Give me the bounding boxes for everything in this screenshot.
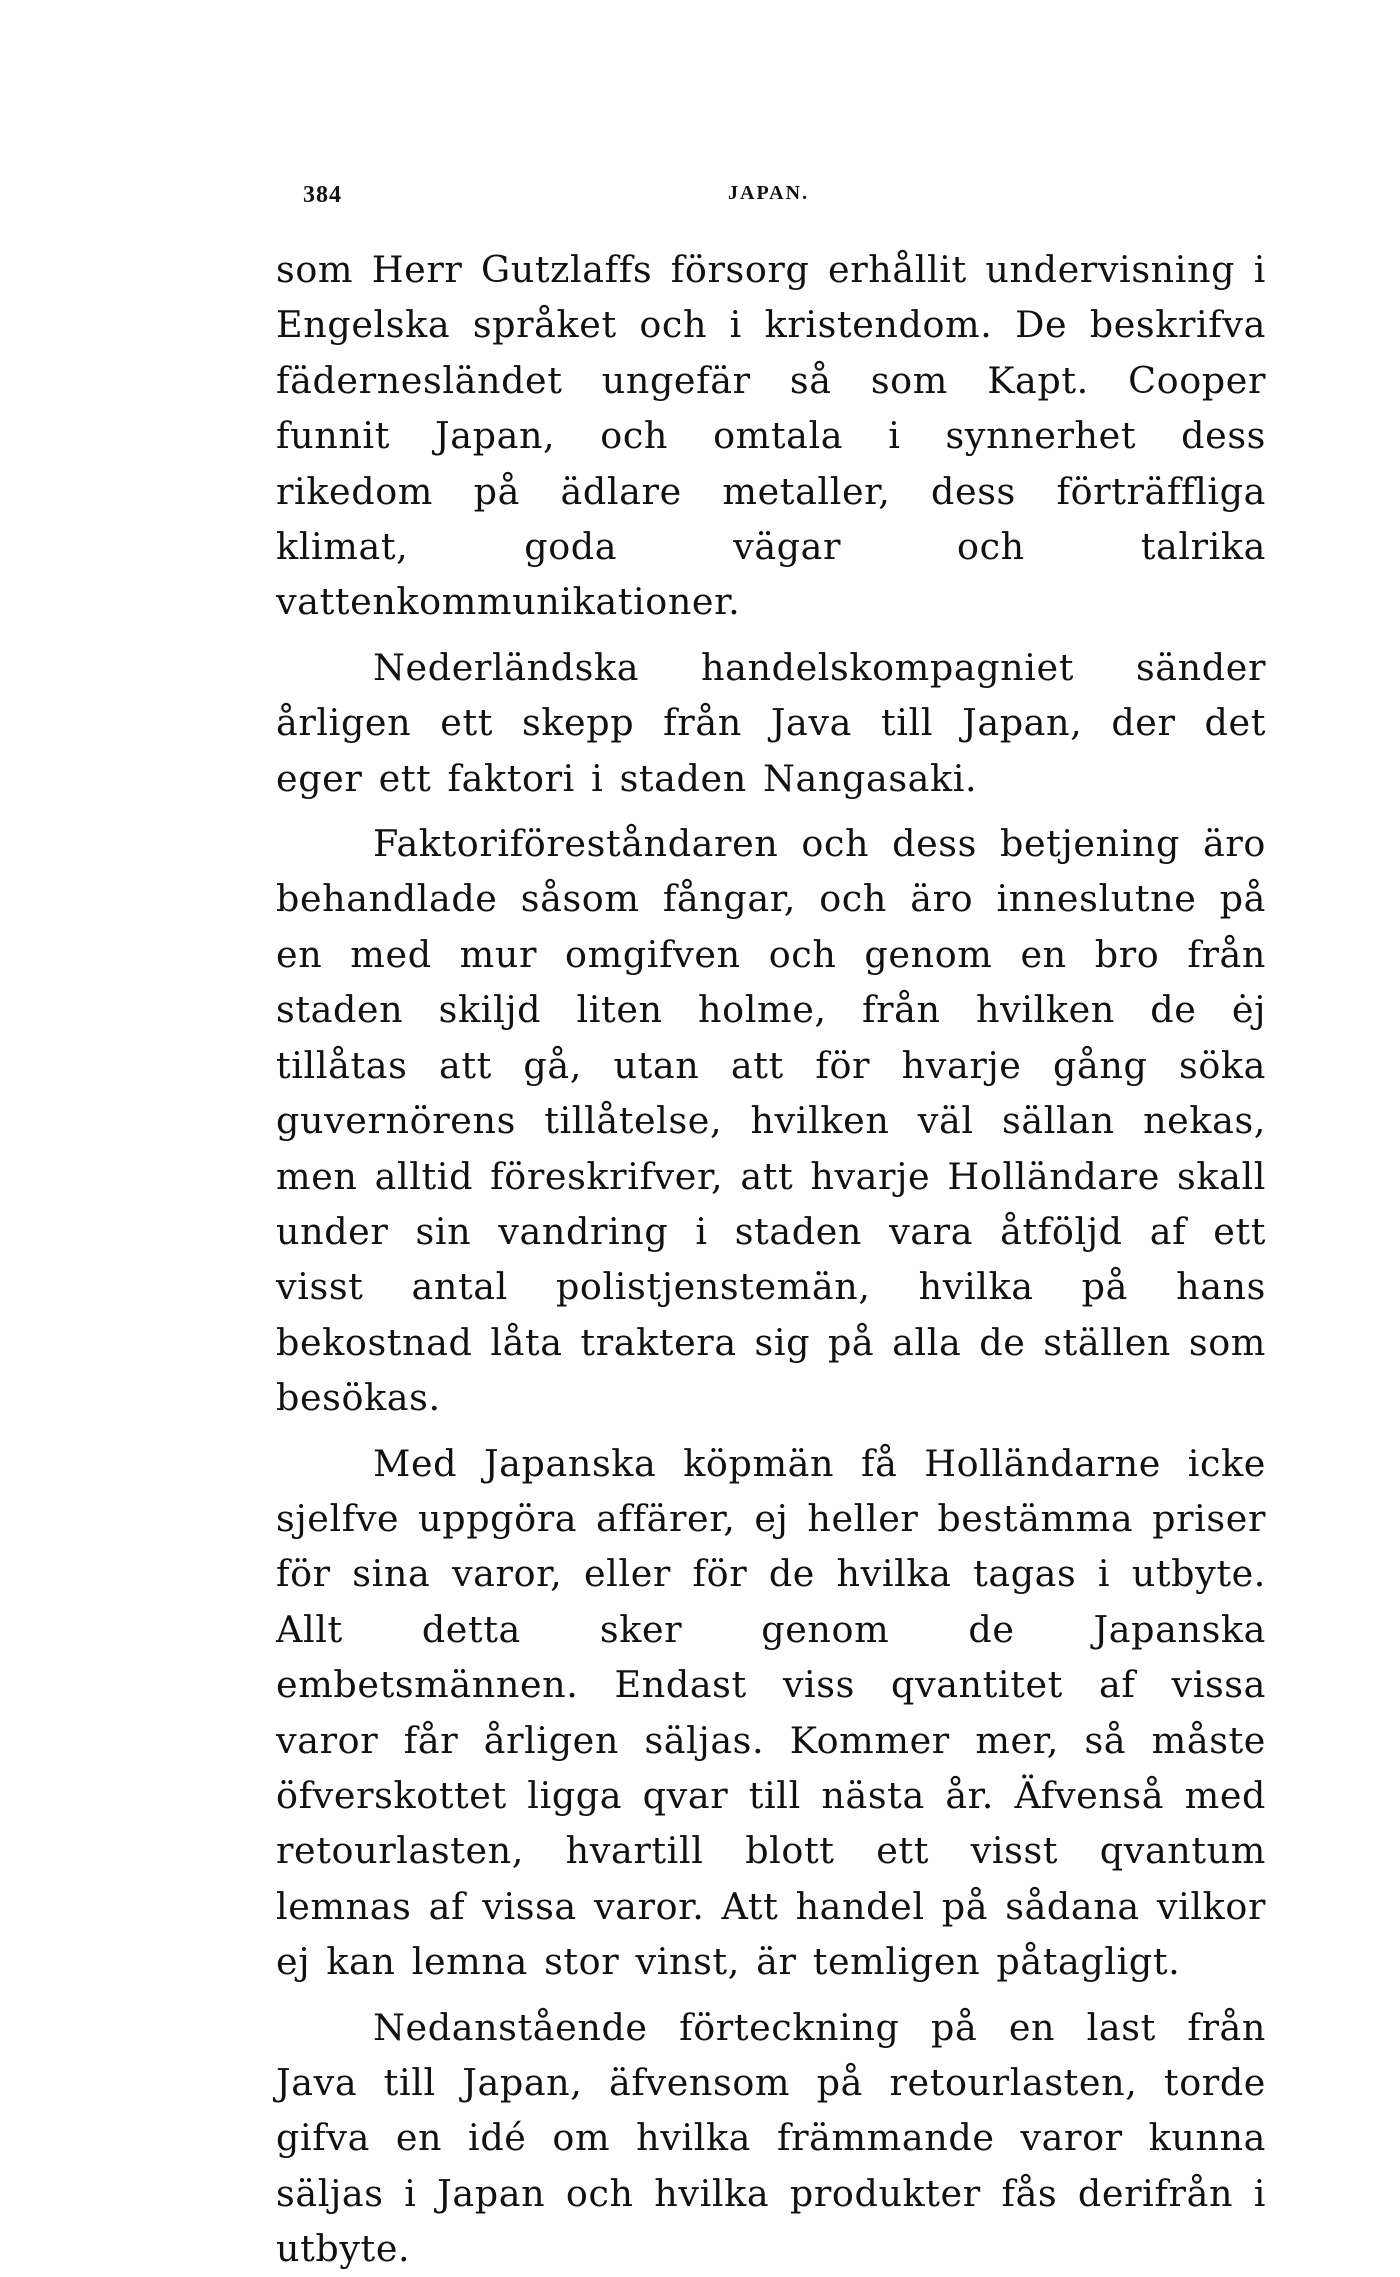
paragraph-faktoriforestandaren: Faktoriföreståndaren och dess betjening äro behandlade såsom fångar, och äro inneslutne på en med mur omgifven och genom en bro från staden skiljd liten holme, från hvilken de ėj tillåtas att gå, utan att för hvarje gång söka guvernörens tillåtelse, hvilken väl sällan nekas, men alltid föreskrifver, att hvarje Holländare skall under sin vandring i staden vara åtföljd af ett visst antal polistjenstemän, hvilka på hans bekostnad låta traktera sig på alla de ställen som besökas. [276, 822, 1266, 1420]
running-head [303, 182, 1263, 222]
body-text [276, 242, 1266, 2277]
paragraph-continuation: som Herr Gutzlaffs försorg erhållit undervisning i Engelska språket och i kristendom. De beskrifva fädernesländet ungefär så som Kapt. Cooper funnit Japan, och omtala i synnerhet dess rikedom på ädlare metaller, dess förträffliga klimat, goda vägar och talrika vattenkommunikationer. [276, 248, 1266, 624]
paragraph-forteckning: Nedanstående förteckning på en last från Java till Japan, äfvensom på retourlasten, torde gifva en idé om hvilka främmande varor kunna säljas i Japan och hvilka produkter fås derifrån i utbyte. [276, 2005, 1266, 2271]
paragraph-nederlandska: Nederländska handelskompagniet sänder årligen ett skepp från Java till Japan, der det eger ett faktori i staden Nangasaki. [276, 645, 1266, 800]
running-title: JAPAN. [728, 182, 810, 204]
paragraph-japanska-kopman: Med Japanska köpmän få Holländarne icke sjelfve uppgöra affärer, ej heller bestämma priser för sina varor, eller för de hvilka tagas i utbyte. Allt detta sker genom de Japanska embetsmännen. Endast viss qvantitet af vissa varor får årligen säljas. Kommer mer, så måste öfverskottet ligga qvar till nästa år. Äfvenså med retourlasten, hvartill blott ett visst qvantum lemnas af vissa varor. Att handel på sådana vilkor ej kan lemna stor vinst, är temligen påtagligt. [276, 1441, 1266, 1984]
page-number: 384 [303, 182, 342, 208]
